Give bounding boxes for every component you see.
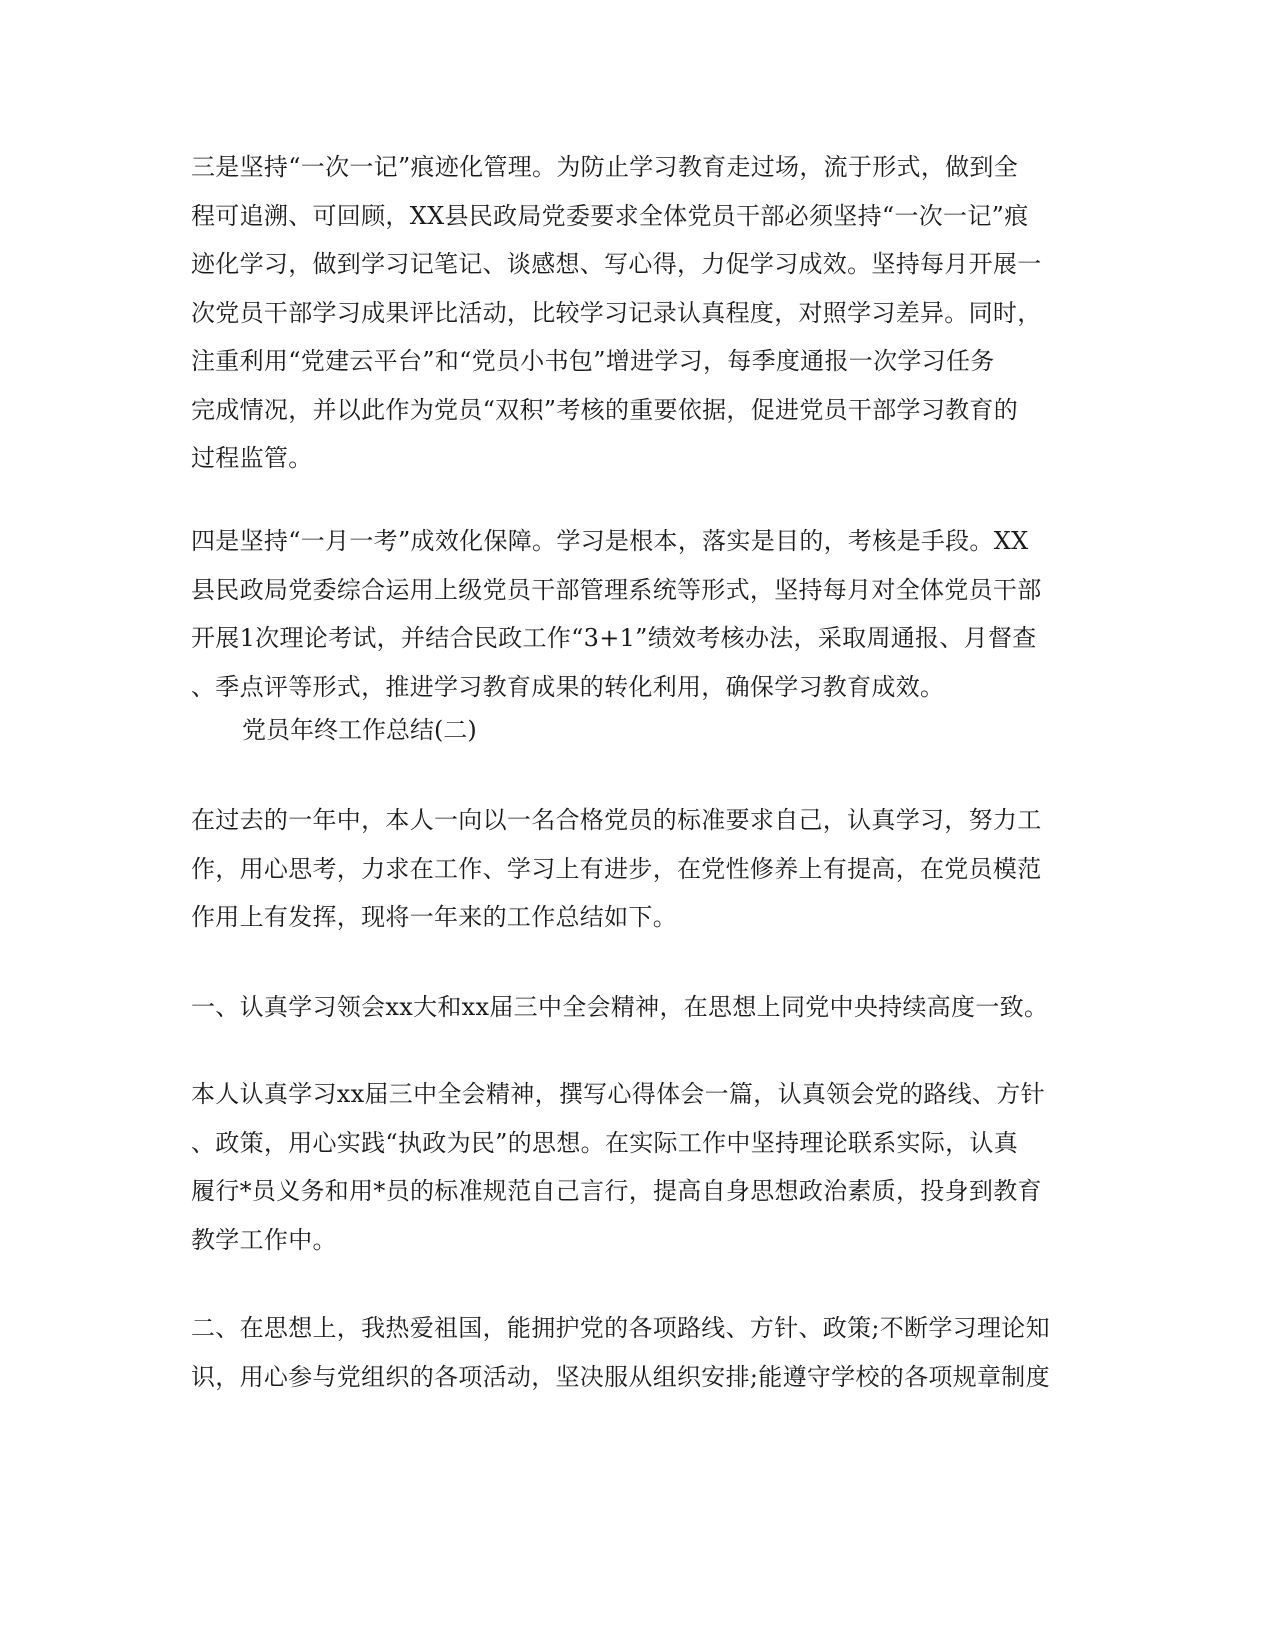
text-line: 三是坚持“一次一记”痕迹化管理。为防止学习教育走过场，流于形式，做到全	[191, 153, 1019, 181]
paragraph-section-two	[191, 1304, 1081, 1401]
paragraph-intro	[191, 796, 1081, 942]
text-line: 迹化学习，做到学习记笔记、谈感想、写心得，力促学习成效。坚持每月开展一	[191, 250, 1042, 278]
text-line: 、季点评等形式，推进学习教育成果的转化利用，确保学习教育成效。	[191, 672, 945, 701]
text-line: 注重利用“党建云平台”和“党员小书包”增进学习，每季度通报一次学习任务	[191, 347, 995, 375]
text-line: 完成情况，并以此作为党员“双积”考核的重要依据，促进党员干部学习教育的	[191, 395, 1019, 424]
text-line: 县民政局党委综合运用上级党员干部管理系统等形式，坚持每月对全体党员干部	[191, 575, 1042, 604]
paragraph-section-one	[191, 983, 1081, 1032]
text-line: 四是坚持“一月一考”成效化保障。学习是根本，落实是目的，考核是手段。XX	[191, 527, 1029, 555]
text-line: 本人认真学习xx届三中全会精神，撰写心得体会一篇，认真领会党的路线、方针	[191, 1080, 1045, 1108]
paragraph-trace-management	[191, 143, 1081, 483]
text-line: 作，用心思考，力求在工作、学习上有进步，在党性修养上有提高，在党员模范	[191, 854, 1042, 883]
text-line: 二、在思想上，我热爱祖国，能拥护党的各项路线、方针、政策;不断学习理论知	[191, 1314, 1050, 1342]
text-line: 开展1次理论考试，并结合民政工作“3+1”绩效考核办法，采取周通报、月督查	[191, 624, 1037, 652]
text-line: 履行*员义务和用*员的标准规范自己言行，提高自身思想政治素质，投身到教育	[191, 1177, 1042, 1205]
text-line: 程可追溯、可回顾，XX县民政局党委要求全体党员干部必须坚持“一次一记”痕	[191, 201, 1029, 230]
paragraph-study	[191, 1070, 1081, 1264]
text-line: 教学工作中。	[191, 1225, 337, 1254]
text-line: 在过去的一年中，本人一向以一名合格党员的标准要求自己，认真学习，努力工	[191, 806, 1042, 834]
text-line: 、政策，用心实践“执政为民”的思想。在实际工作中坚持理论联系实际，认真	[191, 1128, 1019, 1157]
text-line: 过程监管。	[191, 444, 313, 472]
text-line: 识，用心参与党组织的各项活动，坚决服从组织安排;能遵守学校的各项规章制度	[191, 1362, 1050, 1391]
paragraph-monthly-exam	[191, 517, 1081, 711]
text-line: 作用上有发挥，现将一年来的工作总结如下。	[191, 903, 677, 931]
text-line: 次党员干部学习成果评比活动，比较学习记录认真程度，对照学习差异。同时，	[191, 298, 1042, 327]
text-line: 一、认真学习领会xx大和xx届三中全会精神，在思想上同党中央持续高度一致。	[191, 993, 1049, 1021]
section-heading: 党员年终工作总结(二)	[242, 716, 477, 744]
